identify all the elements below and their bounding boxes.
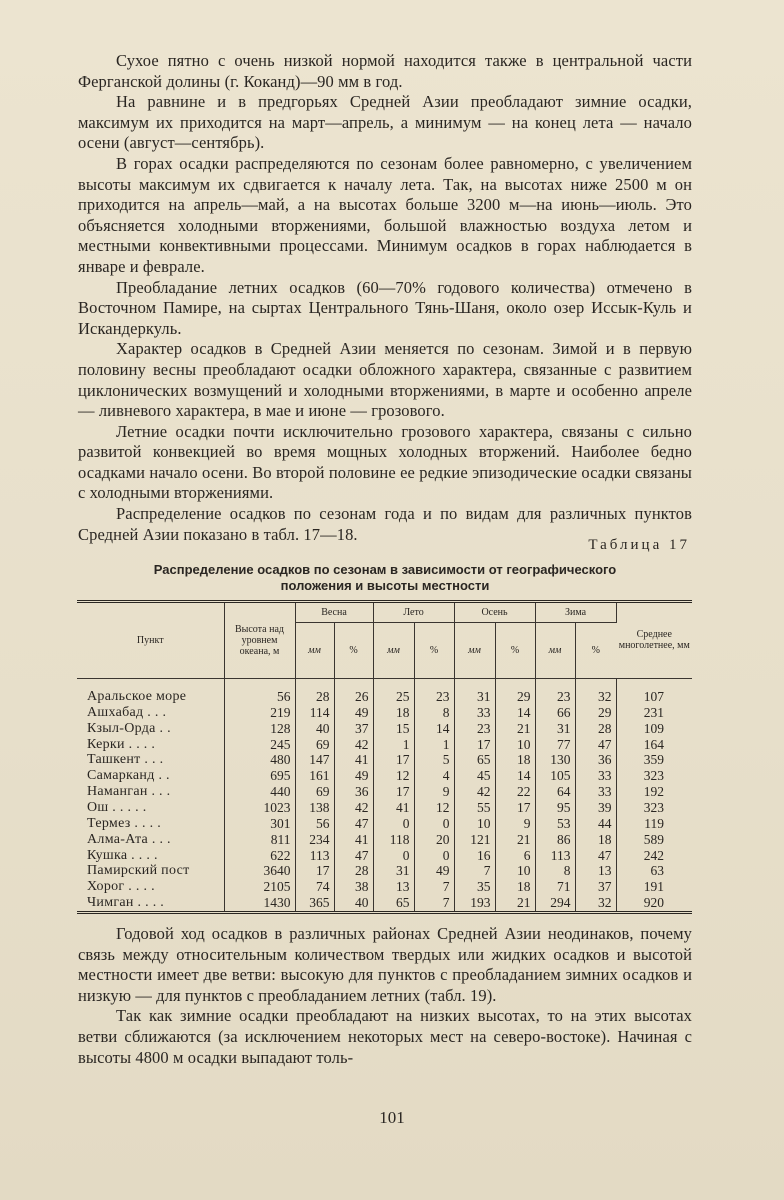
value-cell: 17 [373, 752, 414, 768]
value-cell: 33 [575, 784, 616, 800]
value-cell: 42 [454, 784, 495, 800]
value-cell: 6 [495, 848, 535, 864]
value-cell: 0 [373, 816, 414, 832]
paragraph: Характер осадков в Средней Азии меняется по сезонам. Зимой и в первую половину весны преобладают осадки обложного характера, связанные с развитием циклонических возмущений и холодными вторжениями, в марте и особенно апреле — ливневого характера, в мае и июне — грозового. [78, 339, 692, 421]
value-cell: 23 [535, 678, 575, 705]
value-cell: 5 [414, 752, 454, 768]
header-place: Пункт [77, 603, 224, 678]
table-row [77, 784, 692, 800]
value-cell: 161 [295, 768, 334, 784]
value-cell: 47 [575, 737, 616, 753]
value-cell: 7 [454, 863, 495, 879]
value-cell: 9 [414, 784, 454, 800]
value-cell: 622 [224, 848, 295, 864]
header-height: Высота над уровнем океана, м [224, 603, 295, 678]
value-cell: 64 [535, 784, 575, 800]
value-cell: 40 [295, 721, 334, 737]
value-cell: 33 [575, 768, 616, 784]
value-cell: 41 [334, 752, 373, 768]
value-cell: 23 [414, 678, 454, 705]
place-name-cell: Чимган . . . . [77, 895, 224, 911]
header-spring: Весна [295, 603, 373, 622]
value-cell: 77 [535, 737, 575, 753]
value-cell: 1 [414, 737, 454, 753]
value-cell: 12 [414, 800, 454, 816]
header-summer: Лето [373, 603, 454, 622]
value-cell: 811 [224, 832, 295, 848]
value-cell: 49 [334, 768, 373, 784]
value-cell: 21 [495, 721, 535, 737]
value-cell: 0 [414, 816, 454, 832]
value-cell: 147 [295, 752, 334, 768]
value-cell: 18 [495, 879, 535, 895]
value-cell: 8 [535, 863, 575, 879]
table-row [77, 832, 692, 848]
value-cell: 440 [224, 784, 295, 800]
value-cell: 14 [414, 721, 454, 737]
lower-text-block [78, 924, 692, 1068]
value-cell: 29 [495, 678, 535, 705]
place-name-cell: Ашхабад . . . [77, 705, 224, 721]
table-body [77, 678, 692, 911]
value-cell: 95 [535, 800, 575, 816]
value-cell: 38 [334, 879, 373, 895]
page-number: 101 [379, 1108, 405, 1127]
table-row [77, 895, 692, 911]
value-cell: 13 [575, 863, 616, 879]
value-cell: 18 [373, 705, 414, 721]
annual-value-cell: 107 [643, 688, 665, 704]
value-cell: 55 [454, 800, 495, 816]
table-row [77, 879, 692, 895]
place-name-cell: Термез . . . . [77, 816, 224, 832]
annual-value-cell: 323 [643, 768, 665, 784]
annual-value-cell: 589 [643, 831, 665, 847]
value-cell: 21 [495, 832, 535, 848]
value-cell: 219 [224, 705, 295, 721]
annual-value-cell: 119 [644, 815, 665, 831]
value-cell: 0 [373, 848, 414, 864]
value-cell: 69 [295, 784, 334, 800]
value-cell: 56 [224, 678, 295, 705]
value-cell: 31 [535, 721, 575, 737]
header-unit-mm: мм [373, 622, 414, 678]
annual-value-cell: 920 [643, 895, 665, 911]
value-cell: 65 [454, 752, 495, 768]
value-cell: 65 [373, 895, 414, 911]
value-cell: 17 [495, 800, 535, 816]
value-cell: 480 [224, 752, 295, 768]
value-cell: 105 [535, 768, 575, 784]
value-cell: 10 [454, 816, 495, 832]
value-cell: 2105 [224, 879, 295, 895]
place-name-cell: Аральское море [77, 678, 224, 705]
value-cell: 3640 [224, 863, 295, 879]
value-cell: 113 [535, 848, 575, 864]
paragraph: Летние осадки почти исключительно грозового характера, связаны с сильно развитой конвекцией во время мощных холодных вторжений. Наиболее бедно осадками начало осени. Во второй половине ее редкие эпизодические осадки связаны с холодными вторжениями. [78, 421, 692, 503]
paragraph: Преобладание летних осадков (60—70% годового количества) отмечено в Восточном Памире, на сыртах Центрального Тянь-Шаня, около озер Иссык-Куль и Искандеркуль. [78, 277, 692, 338]
place-name-cell: Хорог . . . . [77, 879, 224, 895]
value-cell: 193 [454, 895, 495, 911]
value-cell: 8 [414, 705, 454, 721]
value-cell: 118 [373, 832, 414, 848]
value-cell: 37 [334, 721, 373, 737]
value-cell: 33 [454, 705, 495, 721]
value-cell: 245 [224, 737, 295, 753]
value-cell: 16 [454, 848, 495, 864]
header-winter: Зима [535, 603, 616, 622]
value-cell: 695 [224, 768, 295, 784]
header-annual: Среднее многолетнее, мм [616, 603, 692, 678]
value-cell: 1023 [224, 800, 295, 816]
value-cell: 130 [535, 752, 575, 768]
annual-value-cell: 242 [643, 847, 665, 863]
header-unit-mm: мм [535, 622, 575, 678]
value-cell: 53 [535, 816, 575, 832]
table-row [77, 768, 692, 784]
value-cell: 301 [224, 816, 295, 832]
value-cell: 25 [373, 678, 414, 705]
table-row [77, 800, 692, 816]
value-cell: 128 [224, 721, 295, 737]
table-row [77, 863, 692, 879]
value-cell: 121 [454, 832, 495, 848]
table-row [77, 737, 692, 753]
header-unit-mm: мм [295, 622, 334, 678]
value-cell: 31 [373, 863, 414, 879]
table-title-line: Распределение осадков по сезонам в зависимости от географического [153, 562, 617, 577]
table-row [77, 816, 692, 832]
annual-value-cell: 359 [643, 752, 665, 768]
place-name-cell: Алма-Ата . . . [77, 832, 224, 848]
value-cell: 10 [495, 863, 535, 879]
place-name-cell: Наманган . . . [77, 784, 224, 800]
header-unit-pct: % [575, 622, 616, 678]
value-cell: 14 [495, 768, 535, 784]
header-autumn: Осень [454, 603, 535, 622]
value-cell: 36 [575, 752, 616, 768]
value-cell: 66 [535, 705, 575, 721]
value-cell: 0 [414, 848, 454, 864]
table-row [77, 678, 692, 705]
place-name-cell: Кзыл-Орда . . [77, 721, 224, 737]
paragraph: Так как зимние осадки преобладают на низких высотах, то на этих высотах ветви сближаются (за исключением некоторых мест на северо-востоке). Начиная с высоты 4800 м осадки выпадают толь- [78, 1006, 692, 1067]
paragraph: Распределение осадков по сезонам года и по видам для различных пунктов Средней Азии показано в табл. 17—18. [78, 504, 692, 544]
annual-value-cell: 323 [643, 799, 665, 815]
value-cell: 69 [295, 737, 334, 753]
value-cell: 365 [295, 895, 334, 911]
table-title [78, 562, 692, 594]
value-cell: 114 [295, 705, 334, 721]
place-name-cell: Памирский пост [77, 863, 224, 879]
value-cell: 31 [454, 678, 495, 705]
place-name-cell: Самарканд . . [77, 768, 224, 784]
value-cell: 1 [373, 737, 414, 753]
value-cell: 71 [535, 879, 575, 895]
value-cell: 32 [575, 678, 616, 705]
value-cell: 17 [454, 737, 495, 753]
value-cell: 23 [454, 721, 495, 737]
place-name-cell: Керки . . . . [77, 737, 224, 753]
paragraph: На равнине и в предгорьях Средней Азии преобладают зимние осадки, максимум их приходится на март—апрель, а минимум — на конец лета — начало осени (август—сентябрь). [78, 92, 692, 153]
table-row [77, 752, 692, 768]
precipitation-table [77, 603, 692, 911]
paragraph: Годовой ход осадков в различных районах Средней Азии неодинаков, почему связь между относительным количеством твердых или жидких осадков и высотой местности имеет две ветви: высокую для пунктов с преобладанием зимних осадков и низкую — для пунктов с преобладанием летних (табл. 19). [78, 924, 692, 1005]
value-cell: 49 [414, 863, 454, 879]
annual-value-cell: 109 [643, 720, 665, 736]
annual-value-cell: 63 [650, 863, 665, 879]
value-cell: 7 [414, 895, 454, 911]
value-cell: 21 [495, 895, 535, 911]
upper-text-block [78, 51, 692, 545]
paragraph: В горах осадки распределяются по сезонам более равномерно, с увеличением высоты максимум их сдвигается к началу лета. Так, на высотах ниже 2500 м он приходится на апрель—май, а на высотах больше 3200 м—на июнь—июль. Это объясняется холодными вторжениями, большой влажностью воздуха летом и местными конвективными процессами. Минимум осадков в горах наблюдается в январе и феврале. [78, 153, 692, 276]
table-row [77, 721, 692, 737]
value-cell: 74 [295, 879, 334, 895]
table-row [77, 705, 692, 721]
value-cell: 41 [334, 832, 373, 848]
table-title-line: положения и высоты местности [280, 578, 490, 593]
table-row [77, 848, 692, 864]
place-name-cell: Ош . . . . . [77, 800, 224, 816]
value-cell: 49 [334, 705, 373, 721]
header-unit-mm: мм [454, 622, 495, 678]
value-cell: 14 [495, 705, 535, 721]
value-cell: 234 [295, 832, 334, 848]
place-name-cell: Ташкент . . . [77, 752, 224, 768]
value-cell: 18 [575, 832, 616, 848]
value-cell: 86 [535, 832, 575, 848]
value-cell: 4 [414, 768, 454, 784]
value-cell: 45 [454, 768, 495, 784]
table-label: Таблица 17 [588, 537, 690, 553]
annual-value-cell: 164 [643, 736, 665, 752]
value-cell: 10 [495, 737, 535, 753]
header-unit-pct: % [495, 622, 535, 678]
value-cell: 56 [295, 816, 334, 832]
value-cell: 22 [495, 784, 535, 800]
value-cell: 41 [373, 800, 414, 816]
value-cell: 36 [334, 784, 373, 800]
value-cell: 37 [575, 879, 616, 895]
value-cell: 17 [373, 784, 414, 800]
header-unit-pct: % [414, 622, 454, 678]
value-cell: 17 [295, 863, 334, 879]
paragraph: Сухое пятно с очень низкой нормой находится также в центральной части Ферганской долины (г. Коканд)—90 мм в год. [78, 51, 692, 91]
value-cell: 20 [414, 832, 454, 848]
value-cell: 28 [295, 678, 334, 705]
value-cell: 294 [535, 895, 575, 911]
value-cell: 28 [334, 863, 373, 879]
value-cell: 18 [495, 752, 535, 768]
value-cell: 138 [295, 800, 334, 816]
value-cell: 26 [334, 678, 373, 705]
value-cell: 28 [575, 721, 616, 737]
value-cell: 42 [334, 737, 373, 753]
header-unit-pct: % [334, 622, 373, 678]
value-cell: 12 [373, 768, 414, 784]
value-cell: 42 [334, 800, 373, 816]
value-cell: 47 [575, 848, 616, 864]
value-cell: 47 [334, 848, 373, 864]
value-cell: 113 [295, 848, 334, 864]
annual-value-cell: 192 [643, 784, 665, 800]
value-cell: 32 [575, 895, 616, 911]
value-cell: 1430 [224, 895, 295, 911]
value-cell: 40 [334, 895, 373, 911]
value-cell: 39 [575, 800, 616, 816]
precipitation-table-frame [77, 600, 692, 914]
value-cell: 47 [334, 816, 373, 832]
annual-value-cell: 191 [643, 879, 665, 895]
value-cell: 29 [575, 705, 616, 721]
value-cell: 15 [373, 721, 414, 737]
annual-value-cell: 231 [643, 704, 665, 720]
place-name-cell: Кушка . . . . [77, 848, 224, 864]
value-cell: 9 [495, 816, 535, 832]
value-cell: 44 [575, 816, 616, 832]
value-cell: 7 [414, 879, 454, 895]
value-cell: 35 [454, 879, 495, 895]
value-cell: 13 [373, 879, 414, 895]
